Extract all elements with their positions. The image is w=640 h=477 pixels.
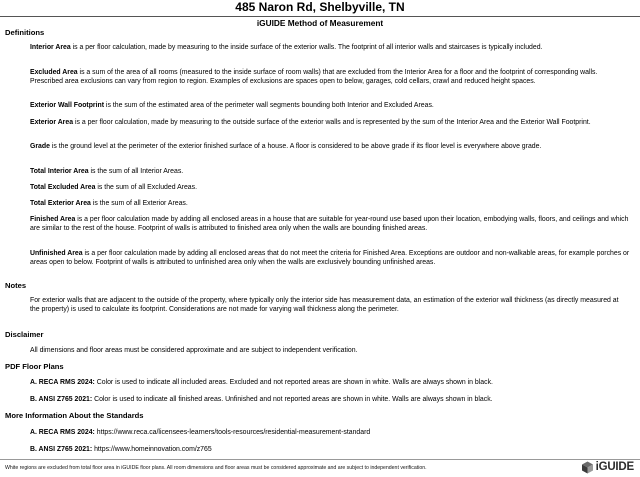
definition-text: is a per floor calculation, made by measuring to the inside surface of the exterior walls. The footprint of all interior walls and staircases is typically included. <box>70 44 543 51</box>
pdf-floor-plans-heading: PDF Floor Plans <box>5 362 64 371</box>
standard-term: B. ANSI Z765 2021: <box>30 396 93 403</box>
definition-term: Interior Area <box>30 44 71 51</box>
definition-text: is the sum of all Exterior Areas. <box>90 200 188 207</box>
definition-term: Excluded Area <box>30 69 78 76</box>
definition-grade <box>30 143 630 152</box>
definition-term: Finished Area <box>30 216 76 223</box>
pdf-floor-plan-reca <box>30 379 630 388</box>
standard-term: B. ANSI Z765 2021: <box>30 446 93 453</box>
disclaimer-heading: Disclaimer <box>5 330 44 339</box>
standard-term: A. RECA RMS 2024: <box>30 429 95 436</box>
standard-text: Color is used to indicate all included areas. Excluded and not reported areas are shown in white. Walls are always shown in black. <box>94 379 493 386</box>
definition-total-excluded-area <box>30 184 630 193</box>
definitions-heading: Definitions <box>5 28 45 37</box>
definition-total-interior-area <box>30 168 630 177</box>
definition-text: is a sum of the area of all rooms (measured to the inside surface of room walls) that are excluded from the Interior Area for a floor and the footprint of corresponding walls. Prescribed area exclusions can vary from region to region. Examples of exclusions are spaces open to below, garages, cold cellars, crawl and reduced height spaces. <box>30 69 598 85</box>
document-title: iGUIDE Method of Measurement <box>256 18 384 28</box>
more-info-ansi <box>30 446 630 455</box>
definition-text: is the sum of all Interior Areas. <box>88 168 184 175</box>
definition-term: Total Interior Area <box>30 168 89 175</box>
standard-text: Color is used to indicate all finished areas. Unfinished and not reported areas are shown in white. Walls are always shown in black. <box>92 396 493 403</box>
iguide-logo-text: iGUIDE <box>595 461 634 473</box>
definition-text: is the sum of the estimated area of the perimeter wall segments bounding both Interior and Excluded Areas. <box>104 102 434 109</box>
definition-exterior-area <box>30 119 630 128</box>
definition-text: is the ground level at the perimeter of the exterior finished surface of a house. A floor is considered to be above grade if its floor level is everywhere above grade. <box>49 143 542 150</box>
definition-unfinished-area <box>30 250 630 267</box>
definition-interior-area <box>30 44 630 53</box>
standard-link[interactable]: https://www.reca.ca/licensees-learners/tools-resources/residential-measurement-standard <box>94 429 371 436</box>
definition-finished-area <box>30 216 630 233</box>
pdf-floor-plan-ansi <box>30 396 630 405</box>
definition-term: Exterior Wall Footprint <box>30 102 105 109</box>
definition-total-exterior-area <box>30 200 630 209</box>
footer-note: White regions are excluded from total floor area in iGUIDE floor plans. All room dimensions and floor areas must be considered approximate and are subject to independent verification. <box>5 465 427 471</box>
page-title: 485 Naron Rd, Shelbyville, TN <box>235 0 405 14</box>
definition-text: is a per floor calculation made by adding all enclosed areas in a house that are suitable for year-round use based upon their location, embodying walls, floors, and ceilings and which are similar to the rest of the house. Footprint of walls is attributed to finished area only when the walls are bounding finished areas. <box>30 216 629 232</box>
iguide-logo <box>581 460 634 474</box>
standard-link[interactable]: https://www.homeinnovation.com/z765 <box>92 446 212 453</box>
more-info-heading: More Information About the Standards <box>5 411 144 420</box>
definition-term: Grade <box>30 143 50 150</box>
notes-text: For exterior walls that are adjacent to the outside of the property, where typically only the interior side has measurement data, an estimation of the exterior wall thickness (as directly measured at the property) is used to calculate its footprint. Considerations are not made for varying wall thickness along the perimeter. <box>30 297 619 313</box>
more-info-reca <box>30 429 630 438</box>
definition-text: is the sum of all Excluded Areas. <box>95 184 197 191</box>
header-divider <box>0 16 640 17</box>
disclaimer-text: All dimensions and floor areas must be considered approximate and are subject to independent verification. <box>30 347 358 354</box>
definition-excluded-area <box>30 69 630 86</box>
definition-term: Total Excluded Area <box>30 184 96 191</box>
definition-term: Unfinished Area <box>30 250 83 257</box>
notes-heading: Notes <box>5 281 27 290</box>
footer-divider <box>0 459 640 460</box>
definition-term: Exterior Area <box>30 119 74 126</box>
definition-term: Total Exterior Area <box>30 200 91 207</box>
iguide-cube-icon <box>581 461 594 474</box>
standard-term: A. RECA RMS 2024: <box>30 379 95 386</box>
definition-text: is a per floor calculation made by adding all enclosed areas that do not meet the criteria for Finished Area. Exceptions are outdoor and non-walkable areas, for example porches or areas open to below. Footprint of walls is attributed to unfinished area only when the walls are exclusively bounding unfinished areas. <box>30 250 630 266</box>
definition-exterior-wall-footprint <box>30 102 630 111</box>
definition-text: is a per floor calculation, made by measuring to the outside surface of the exterior walls and is represented by the sum of the Interior Area and the Exterior Wall Footprint. <box>73 119 591 126</box>
